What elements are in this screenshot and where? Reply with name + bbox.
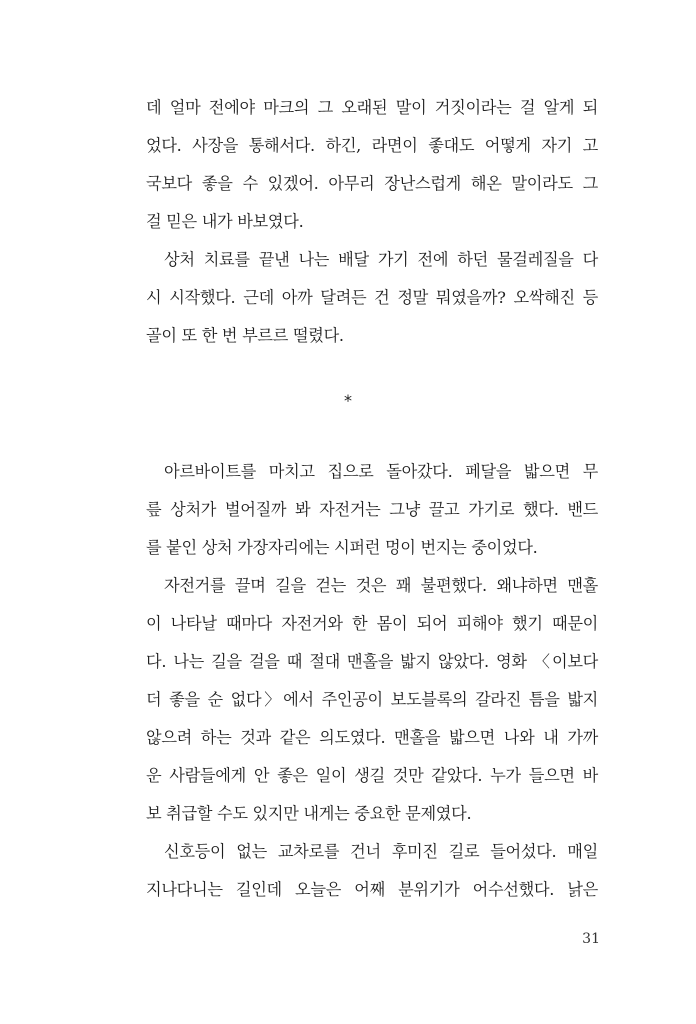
text-line: 신호등이 없는 교차로를 건너 후미진 길로 들어섰다. 매일: [164, 842, 598, 861]
text-line: 이 나타날 때마다 자전거와 한 몸이 되어 피해야 했기 때문이: [146, 614, 598, 633]
text-line: 지나다니는 길인데 오늘은 어째 분위기가 어수선했다. 낡은: [146, 880, 598, 899]
text-line: 다. 나는 길을 걸을 때 절대 맨홀을 밟지 않았다. 영화 〈이보다: [146, 652, 598, 671]
text-line: 상처 치료를 끝낸 나는 배달 가기 전에 하던 물걸레질을 다: [164, 250, 598, 269]
text-line: 운 사람들에게 안 좋은 일이 생길 것만 같았다. 누가 들으면 바: [146, 766, 598, 785]
page-number: 31: [582, 931, 600, 947]
text-line: 보 취급할 수도 있지만 내게는 중요한 문제였다.: [146, 804, 472, 823]
text-line: 국보다 좋을 수 있겠어. 아무리 장난스럽게 해온 말이라도 그: [146, 174, 598, 193]
text-line: 골이 또 한 번 부르르 떨렸다.: [146, 326, 344, 345]
section-separator: *: [344, 391, 352, 410]
text-line: 아르바이트를 마치고 집으로 돌아갔다. 페달을 밟으면 무: [164, 462, 598, 481]
text-line: 더 좋을 순 없다〉에서 주인공이 보도블록의 갈라진 틈을 밟지: [146, 690, 598, 709]
text-line: 시 시작했다. 근데 아까 달려든 건 정말 뭐였을까? 오싹해진 등: [146, 288, 598, 307]
text-line: 를 붙인 상처 가장자리에는 시퍼런 멍이 번지는 중이었다.: [146, 538, 538, 557]
text-line: 데 얼마 전에야 마크의 그 오래된 말이 거짓이라는 걸 알게 되: [146, 98, 598, 117]
text-line: 자전거를 끌며 길을 걷는 것은 꽤 불편했다. 왜냐하면 맨홀: [164, 576, 598, 595]
text-line: 않으려 하는 것과 같은 의도였다. 맨홀을 밟으면 나와 내 가까: [146, 728, 598, 747]
text-line: 었다. 사장을 통해서다. 하긴, 라면이 좋대도 어떻게 자기 고: [146, 136, 598, 155]
text-line: 걸 믿은 내가 바보였다.: [146, 212, 304, 231]
text-line: 릎 상처가 벌어질까 봐 자전거는 그냥 끌고 가기로 했다. 밴드: [146, 500, 598, 519]
